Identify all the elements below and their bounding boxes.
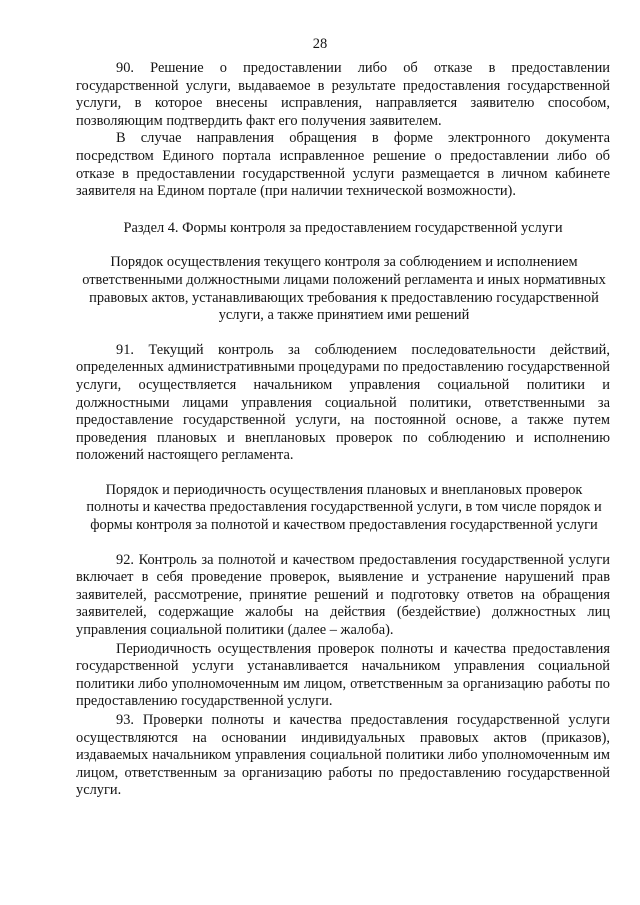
spacer — [76, 201, 610, 218]
paragraph-90: 90. Решение о предоставлении либо об отказе в предоставлении государственной услуги, выдаваемое в результате предоставления государственной услуги, в которое внесены исправления, направляется заявителю способом, позволяющим подтвердить факт его получения заявителем. — [76, 60, 610, 129]
paragraph-90-electronic: В случае направления обращения в форме электронного документа посредством Единого портала исправленное решение о предоставлении либо об отказе в предоставлении государственной услуги размещается в личном кабинете заявителя на Едином портале (при наличии технической возможности). — [76, 130, 610, 200]
spacer — [76, 535, 610, 552]
section-4-heading: Раздел 4. Формы контроля за предоставлением государственной услуги — [123, 219, 563, 236]
spacer — [76, 325, 610, 342]
inspections-heading: Порядок и периодичность осуществления плановых и внеплановых проверок полноты и качества предоставления государственной услуги, в том числе порядок и формы контроля за полнотой и качеством предоставления государственной услуги — [86, 481, 602, 534]
document-body — [76, 60, 610, 800]
paragraph-92: 92. Контроль за полнотой и качеством предоставления государственной услуги включает в себя проведение проверок, выявление и устранение нарушений прав заявителей, рассмотрение, принятие решений и подготовку ответов на обращения заявителей, содержащие жалобы на действия (бездействие) должностных лиц управления социальной политики (далее – жалоба). — [76, 551, 610, 639]
paragraph-92-periodicity: Периодичность осуществления проверок полноты и качества предоставления государственной услуги устанавливается начальником управления социальной политики либо уполномоченным им лицом, ответственным за организацию работы по предоставлению государственной услуги. — [76, 640, 610, 710]
spacer — [76, 237, 610, 254]
page-number: 28 — [312, 36, 328, 52]
paragraph-91: 91. Текущий контроль за соблюдением последовательности действий, определенных административными процедурами по предоставлению государственной услуги, осуществляется начальником управления социальной политики и должностными лицами управления социальной политики, ответственными за предоставление государственной услуги, на постоянной основе, а также путем проведения плановых и внеплановых проверок по соблюдению и исполнению положений настоящего регламента. — [76, 341, 610, 464]
spacer — [76, 465, 610, 482]
paragraph-93: 93. Проверки полноты и качества предоставления государственной услуги осуществляются на основании индивидуальных правовых актов (приказов), издаваемых начальником управления социальной политики либо уполномоченным им лицом, ответственным за организацию работы по предоставлению государственной услуги. — [76, 712, 610, 799]
current-control-heading: Порядок осуществления текущего контроля за соблюдением и исполнением ответственными должностными лицами положений регламента и иных нормативных правовых актов, устанавливающих требования к предоставлению государственной услуги, а также принятием ими решений — [82, 254, 606, 324]
